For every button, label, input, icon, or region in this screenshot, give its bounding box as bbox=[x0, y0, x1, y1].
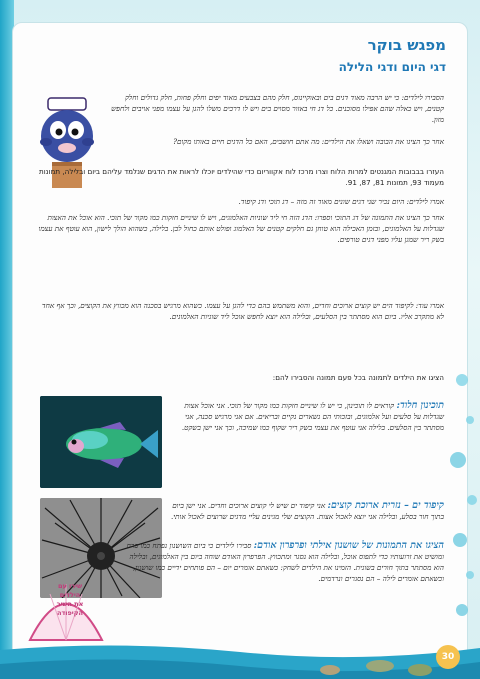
song-title: הציגו את התמונות של שושנון אילתי ופרפרון אודם: bbox=[253, 540, 444, 551]
intro-text: הסבירו לילדים: כי יש הרבה מאוד דגים בים ובאוקיינוס, חלק מהם בצבעים מאוד יפים וחלק פחות, חלק גדולים וחלק קטנים, ויש כאלה שהם אפילו מסוכנים. כל דג חי באזור מסוים בים ויש לו דרכים משלו להגן על עצמו מפני אויבים ולחפש מזון. bbox=[111, 93, 444, 124]
parrotfish-title: תוכינון חלוד: bbox=[396, 400, 444, 411]
page-number: 30 bbox=[436, 645, 460, 669]
page-subtitle: דגי היום ודגי הלילה bbox=[338, 60, 446, 74]
parrotfish-block bbox=[170, 400, 444, 433]
body-paragraph-1: אמרו לילדים: היום נכיר שני דגים שונים מאוד זה מזה – דג תוכי ודג קיפוד. bbox=[238, 197, 444, 206]
badge-line-3: את השיר bbox=[56, 600, 84, 608]
bottom-seabed-decoration bbox=[0, 640, 480, 679]
intro-paragraph bbox=[108, 92, 444, 125]
body-paragraph-3: אמרו עוד: לקיפוד הים יש קוצים ארוכים וחדים, והוא משתמש בהם כדי להגן על עצמו. כשהוא מרגיש בסכנה הוא מכווץ את הקוצים, וכך אף אחד לא מתקרב אליו. ביום הוא מסתתר בין הסלעים, ובלילה הוא יוצא לחפש אוכל ליד שוניות האלמוגים. bbox=[41, 301, 444, 321]
urchin-text: אני קיפוד ים שיש לי קוצים ארוכים וחדים. אני ישן ביום בתוך חור בסלע, ובלילה אני יוצא לאכול אצות. הקוצים שלי מגינים עליי מדגים שרוצים לאכול אותי. bbox=[170, 501, 444, 521]
parrotfish-photo bbox=[40, 396, 162, 488]
parrotfish-text: קוראים לו תוכינון, כי יש לו שיניים חזקות כמו מקור של תוכי. אני אוכל אצות שגדלות על סלעים ועל אלמוגים, ובזכותי הם נשארים נקיים ובריאים. אם אני מרגיש סכנה, אני מסתתר בין הסלעים. בלילה אני עוטף את עצמי בשק ריר שקוף כמו שמיכה, וכך אני ישן בשקט. bbox=[181, 401, 444, 432]
song-badge-text bbox=[40, 582, 100, 618]
badge-line-2: הילדים bbox=[59, 591, 81, 599]
badge-line-4: הקיפודה bbox=[57, 609, 83, 617]
song-text: סבירו לילדים כי ביום השושנון נפתח כמו פרח ומושיט את זרועותיו כדי לתפוס אוכל, ובלילה הוא נסגר ומתכווץ. הפרפרון האודם שוחה ביום בין האלמוגים, ובלילה הוא מסתתר בתוך חורים בשונית. הזמינו את הילדים לשחק: כשאתם אומרים יום – הם פותחים ידיים כמו שושנון, וכשאתם אומרים לילה – הם נסגרים ונרדמים. bbox=[126, 541, 444, 583]
intro-question: אחר כך הציגו את הבובה ושאלו את הילדים: מה אתם חושבים, האם כל הדגים חיים באותו מקום? bbox=[173, 137, 444, 146]
song-block bbox=[118, 540, 444, 584]
urchin-title: קיפוד ים – נזרית ארוכת קוצים: bbox=[327, 500, 444, 511]
urchin-block bbox=[170, 500, 444, 522]
page-title: מפגש בוקר bbox=[367, 36, 446, 54]
badge-line-1: שירו עם bbox=[57, 582, 83, 590]
bubbles-decoration bbox=[448, 360, 480, 640]
aquarium-instructions: העזרו בבבובות המגנטים למרות הלוח וצרו מרכז לוח אקווריום כדי שהילדים יוכלו לראות את הדגים שנלמד עליהם ביום ובלילה, תמונות מעמוד 93, תמונות 81, 87, 91. bbox=[38, 167, 444, 187]
body-paragraph-2: אחר כך הציגו את התמונה של דג התוכי וספרו: הדג הזה חי ליד שוניות האלמוגים, ויש לו שיניים חזקות כמו מקור של תוכי. הוא אוכל את האצות שגדלות על האלמוגים, ובזמן האכילה הוא טוחן גם חלקים קטנים של האלמוג ופולט אותם כחול לבן. בלילה, כשהוא הולך לישון, הוא עוטף את עצמו בשק ריר שמגן עליו מפני דגים טורפים. bbox=[38, 213, 444, 244]
show-prompt: הציגו את הילדים לתמונה בכל פעם תמונה והסבירו להם: bbox=[272, 373, 444, 382]
